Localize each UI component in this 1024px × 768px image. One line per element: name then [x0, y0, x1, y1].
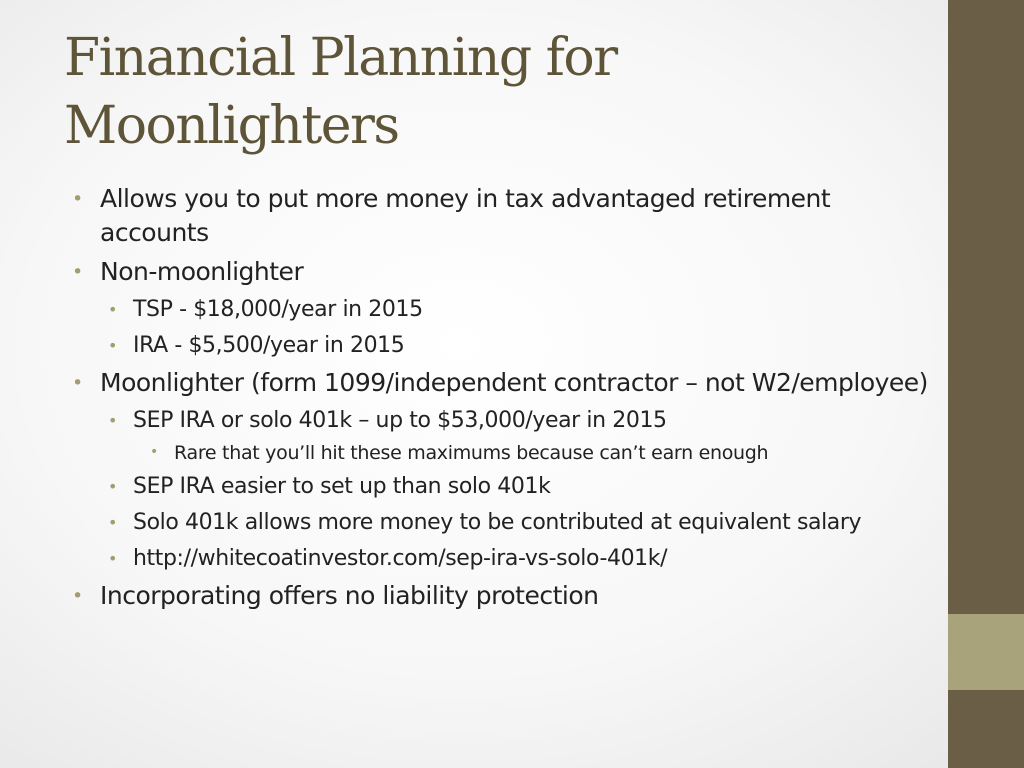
bullet-text: Solo 401k allows more money to be contributed at equivalent salary — [133, 510, 862, 535]
bullet-item — [72, 182, 932, 250]
bullet-text: Allows you to put more money in tax advantaged retirement accounts — [100, 184, 831, 247]
bullet-icon: • — [108, 549, 118, 568]
bullet-text: Incorporating offers no liability protection — [100, 581, 599, 610]
bullet-text: SEP IRA easier to set up than solo 401k — [133, 474, 551, 499]
sub-bullet-item — [72, 544, 932, 574]
bullet-icon: • — [72, 372, 83, 394]
bullet-item — [72, 579, 932, 613]
sub-bullet-item — [72, 331, 932, 361]
bullet-icon: • — [72, 188, 83, 210]
bullet-icon: • — [108, 513, 118, 532]
bullet-icon: • — [108, 477, 118, 496]
sub-bullet-item — [72, 295, 932, 325]
bullet-icon: • — [72, 585, 83, 607]
bullet-text: SEP IRA or solo 401k – up to $53,000/year in 2015 — [133, 408, 667, 433]
bullet-list — [72, 182, 932, 613]
bullet-icon: • — [108, 336, 118, 355]
bullet-item — [72, 255, 932, 289]
bullet-icon: • — [108, 300, 118, 319]
sub-sub-bullet-item — [72, 440, 932, 466]
sub-bullet-item — [72, 508, 932, 538]
bullet-text: Moonlighter (form 1099/independent contractor – not W2/employee) — [100, 368, 928, 397]
slide-title-line-2: Moonlighters — [64, 96, 399, 156]
slide-title-line-1: Financial Planning for — [64, 28, 617, 88]
side-decoration-accent — [948, 614, 1024, 690]
bullet-icon: • — [108, 411, 118, 430]
bullet-text: Rare that you’ll hit these maximums because can’t earn enough — [174, 442, 769, 464]
bullet-icon: • — [150, 444, 158, 460]
bullet-icon: • — [72, 261, 83, 283]
sub-bullet-item — [72, 406, 932, 436]
sub-bullet-item — [72, 472, 932, 502]
url-text: http://whitecoatinvestor.com/sep-ira-vs-solo-401k/ — [133, 546, 668, 571]
bullet-text: TSP - $18,000/year in 2015 — [133, 297, 423, 322]
bullet-item — [72, 366, 932, 400]
slide-title — [64, 24, 934, 160]
bullet-text: Non-moonlighter — [100, 257, 304, 286]
bullet-text: IRA - $5,500/year in 2015 — [133, 333, 405, 358]
